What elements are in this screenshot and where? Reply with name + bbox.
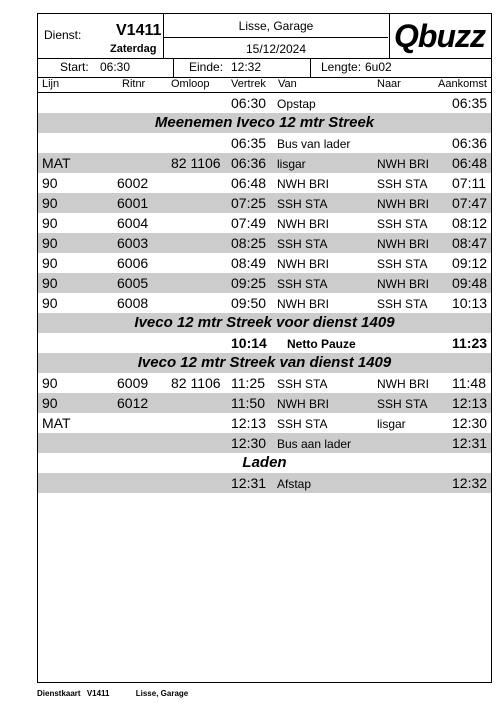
cel-vertrek: 11:50 <box>231 395 265 411</box>
kolom-koppen <box>38 78 491 93</box>
cel-naar: SSH STA <box>377 257 428 271</box>
cel-van: Netto Pauze <box>287 337 356 351</box>
cel-vertrek: 10:14 <box>231 335 267 351</box>
rit-rij <box>38 273 491 293</box>
einde-tijd: 12:32 <box>231 60 262 74</box>
divider <box>164 37 388 38</box>
einde-label: Einde: <box>189 60 224 74</box>
cel-lijn: 90 <box>42 195 58 211</box>
cel-aankomst: 11:48 <box>452 375 486 391</box>
rit-rij <box>38 233 491 253</box>
cel-aankomst: 12:30 <box>452 415 488 431</box>
sectie-kop <box>38 113 491 133</box>
cel-vertrek: 12:31 <box>231 475 267 491</box>
cel-ritnr: 6006 <box>117 255 149 271</box>
rit-rij <box>38 293 491 313</box>
cel-vertrek: 07:49 <box>231 215 267 231</box>
cel-van: NWH BRI <box>277 177 329 191</box>
cel-van: Bus aan lader <box>277 437 352 451</box>
kolom-aankomst: Aankomst <box>438 78 487 90</box>
rit-rij <box>38 93 491 113</box>
cel-van: Bus van lader <box>277 137 351 151</box>
cel-ritnr: 6009 <box>117 375 149 391</box>
cel-lijn: 90 <box>42 235 58 251</box>
rit-rij <box>38 153 491 173</box>
footer-locatie: Lisse, Garage <box>135 689 189 698</box>
cel-van: NWH BRI <box>277 217 329 231</box>
cel-ritnr: 6002 <box>117 175 149 191</box>
cel-van: SSH STA <box>277 277 328 291</box>
cel-van: NWH BRI <box>277 257 329 271</box>
cel-lijn: 90 <box>42 275 58 291</box>
sectie-titel: Iveco 12 mtr Streek voor dienst 1409 <box>134 314 395 331</box>
rit-rij <box>38 413 491 433</box>
cel-lijn: MAT <box>42 415 71 431</box>
cel-aankomst: 12:13 <box>452 395 488 411</box>
cel-naar: NWH BRI <box>377 377 429 391</box>
dienstkaart-frame <box>37 13 492 683</box>
kolom-van: Van <box>278 78 297 90</box>
kolom-vertrek: Vertrek <box>231 78 266 90</box>
cel-van: Opstap <box>277 97 316 111</box>
rit-rij <box>38 193 491 213</box>
cel-van: SSH STA <box>277 377 328 391</box>
cel-naar: SSH STA <box>377 217 428 231</box>
cel-van: lisgar <box>277 157 306 171</box>
rit-rij <box>38 333 491 353</box>
cel-vertrek: 12:30 <box>231 435 267 451</box>
start-tijd: 06:30 <box>100 60 131 74</box>
sectie-titel: Laden <box>242 454 287 471</box>
cel-ritnr: 6012 <box>117 395 149 411</box>
ritten-tabel <box>38 93 491 493</box>
cel-van: NWH BRI <box>277 297 329 311</box>
rit-rij <box>38 253 491 273</box>
divider <box>310 58 311 77</box>
cel-naar: SSH STA <box>377 297 428 311</box>
kolom-ritnr: Ritnr <box>122 78 146 90</box>
cel-vertrek: 12:13 <box>231 415 267 431</box>
cel-ritnr: 6008 <box>117 295 149 311</box>
cel-naar: NWH BRI <box>377 197 429 211</box>
cel-omloop: 82 1106 <box>171 375 221 391</box>
kolom-lijn: Lijn <box>42 78 60 90</box>
cel-vertrek: 06:30 <box>231 95 267 111</box>
cel-lijn: 90 <box>42 215 58 231</box>
divider <box>173 58 174 77</box>
cel-aankomst: 12:32 <box>452 475 488 491</box>
lengte-waarde: 6u02 <box>365 60 392 74</box>
cel-lijn: 90 <box>42 255 58 271</box>
cel-vertrek: 09:50 <box>231 295 267 311</box>
cel-naar: SSH STA <box>377 177 428 191</box>
rit-rij <box>38 393 491 413</box>
cel-vertrek: 08:49 <box>231 255 267 271</box>
cel-aankomst: 11:23 <box>452 335 488 351</box>
sectie-titel: Iveco 12 mtr Streek van dienst 1409 <box>137 354 392 371</box>
cel-vertrek: 06:36 <box>231 155 267 171</box>
rit-rij <box>38 173 491 193</box>
cel-aankomst: 06:36 <box>452 135 488 151</box>
cel-aankomst: 06:48 <box>452 155 488 171</box>
cel-ritnr: 6005 <box>117 275 149 291</box>
dienst-cell <box>38 14 164 58</box>
cel-aankomst: 12:31 <box>452 435 488 451</box>
cel-ritnr: 6001 <box>117 195 149 211</box>
cel-naar: SSH STA <box>377 397 428 411</box>
cel-lijn: 90 <box>42 175 58 191</box>
rit-rij <box>38 433 491 453</box>
cel-aankomst: 07:47 <box>452 195 488 211</box>
dienst-label: Dienst: <box>44 28 82 42</box>
kolom-omloop: Omloop <box>171 78 210 90</box>
cel-vertrek: 09:25 <box>231 275 267 291</box>
sectie-kop <box>38 453 491 473</box>
cel-naar: NWH BRI <box>377 157 429 171</box>
cel-van: SSH STA <box>277 197 328 211</box>
cel-vertrek: 06:35 <box>231 135 267 151</box>
logo-cell <box>390 14 491 58</box>
start-label: Start: <box>60 60 89 74</box>
cel-vertrek: 11:25 <box>231 375 265 391</box>
rit-rij <box>38 473 491 493</box>
cel-naar: NWH BRI <box>377 237 429 251</box>
qbuzz-logo: Qbuzz <box>394 18 485 54</box>
cel-vertrek: 08:25 <box>231 235 267 251</box>
tijden-bar <box>38 58 491 78</box>
locatie: Lisse, Garage <box>238 19 314 33</box>
cel-lijn: 90 <box>42 395 58 411</box>
dienst-dag: Zaterdag <box>110 43 157 55</box>
locatie-cell <box>164 14 390 58</box>
cel-aankomst: 10:13 <box>452 295 488 311</box>
cel-lijn: 90 <box>42 295 58 311</box>
cel-omloop: 82 1106 <box>171 155 221 171</box>
footer-dienst: V1411 <box>86 689 110 698</box>
cel-vertrek: 07:25 <box>231 195 267 211</box>
cel-aankomst: 08:47 <box>452 235 488 251</box>
datum: 15/12/2024 <box>245 42 307 56</box>
sectie-titel: Meenemen Iveco 12 mtr Streek <box>154 114 375 131</box>
footer <box>37 689 192 698</box>
kolom-naar: Naar <box>377 78 401 90</box>
header <box>38 14 491 59</box>
rit-rij <box>38 373 491 393</box>
cel-van: SSH STA <box>277 417 328 431</box>
cel-ritnr: 6003 <box>117 235 149 251</box>
cel-aankomst: 06:35 <box>452 95 488 111</box>
cel-aankomst: 09:12 <box>452 255 488 271</box>
rit-rij <box>38 213 491 233</box>
cel-aankomst: 09:48 <box>452 275 488 291</box>
sectie-kop <box>38 353 491 373</box>
cel-lijn: 90 <box>42 375 58 391</box>
dienst-nummer: V1411 <box>116 22 162 39</box>
cel-lijn: MAT <box>42 155 71 171</box>
lengte-label: Lengte: <box>321 60 362 74</box>
cel-aankomst: 08:12 <box>452 215 488 231</box>
rit-rij <box>38 133 491 153</box>
sectie-kop <box>38 313 491 333</box>
cel-van: Afstap <box>277 477 312 491</box>
cel-naar: NWH BRI <box>377 277 429 291</box>
cel-aankomst: 07:11 <box>452 175 486 191</box>
cel-ritnr: 6004 <box>117 215 149 231</box>
cel-van: NWH BRI <box>277 397 329 411</box>
cel-van: SSH STA <box>277 237 328 251</box>
cel-naar: lisgar <box>377 417 406 431</box>
cel-vertrek: 06:48 <box>231 175 267 191</box>
footer-label: Dienstkaart <box>37 689 81 698</box>
